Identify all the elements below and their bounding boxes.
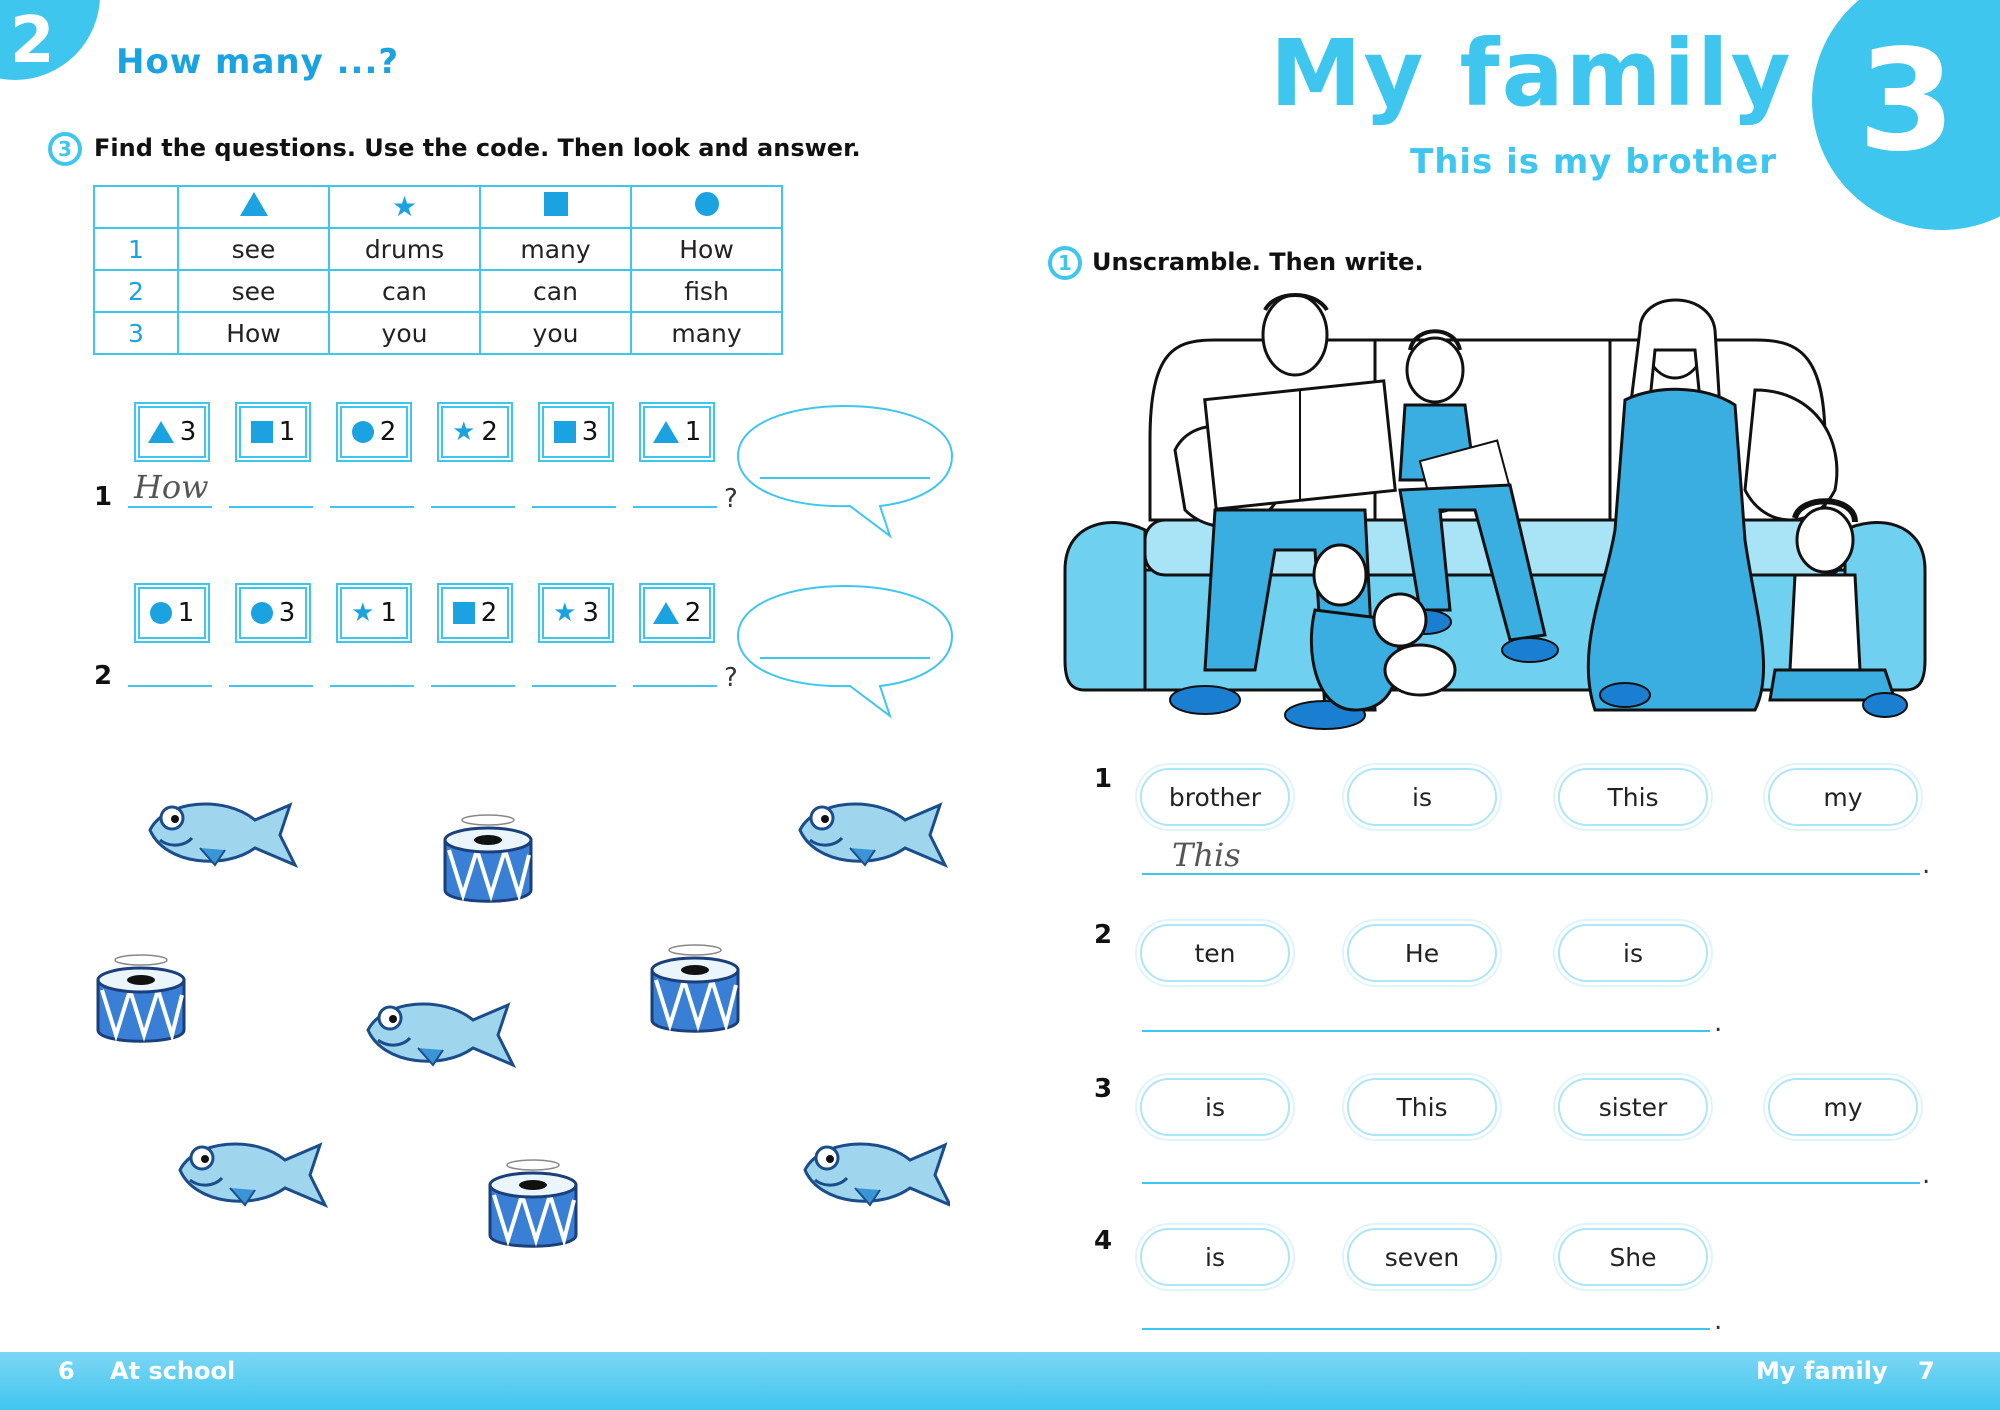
- code-box: [542, 587, 610, 639]
- table-cell: you: [329, 312, 480, 354]
- star-icon: ★: [553, 598, 577, 628]
- speech-bubble: [730, 578, 960, 723]
- full-stop: .: [1714, 1306, 1723, 1336]
- lesson-title: This is my brother: [1410, 142, 1778, 182]
- word-cloud: is: [1347, 768, 1497, 826]
- answer-line[interactable]: [1142, 1328, 1710, 1330]
- answer-blank[interactable]: [532, 506, 616, 508]
- word-cloud: She: [1558, 1228, 1708, 1286]
- answer-blank[interactable]: [431, 685, 515, 687]
- drum-icon: [98, 955, 184, 1041]
- code-box: [441, 587, 509, 639]
- row-number: 3: [94, 312, 178, 354]
- table-header-cell: [631, 186, 782, 228]
- word-cloud: This: [1347, 1078, 1497, 1136]
- circle-icon: [695, 192, 719, 216]
- table-cell: can: [480, 270, 631, 312]
- unit-number: 3: [1858, 20, 1956, 183]
- answer-blank[interactable]: [633, 506, 717, 508]
- code-number: 3: [278, 598, 296, 628]
- full-stop: .: [1922, 850, 1931, 880]
- fish-icon: [150, 804, 295, 865]
- square-icon: [544, 192, 568, 216]
- word-cloud: is: [1140, 1228, 1290, 1286]
- square-icon: [453, 602, 475, 624]
- code-number: 3: [581, 417, 599, 447]
- word-cloud: my: [1768, 768, 1918, 826]
- item-number: 1: [1094, 764, 1113, 794]
- table-cell: can: [329, 270, 480, 312]
- word-cloud: ten: [1140, 924, 1290, 982]
- answer-blank[interactable]: [330, 506, 414, 508]
- code-box: [239, 406, 307, 458]
- code-number: 3: [179, 417, 197, 447]
- fish-icon: [180, 1144, 325, 1205]
- word-cloud: He: [1347, 924, 1497, 982]
- question-number: 2: [94, 661, 113, 691]
- footer-section-right: My family: [1756, 1357, 1888, 1385]
- triangle-icon: [653, 421, 679, 443]
- table-row: [94, 270, 782, 312]
- answer-line[interactable]: [1142, 1182, 1920, 1184]
- code-number: 1: [684, 417, 702, 447]
- star-icon: ★: [391, 189, 418, 223]
- table-row: [94, 312, 782, 354]
- star-icon: ★: [452, 417, 476, 447]
- table-cell: many: [480, 228, 631, 270]
- unit-number: 2: [10, 4, 55, 78]
- triangle-icon: [240, 192, 268, 216]
- example-answer: How: [134, 468, 209, 506]
- table-cell: many: [631, 312, 782, 354]
- answer-line[interactable]: [1142, 873, 1920, 875]
- question-mark: ?: [724, 663, 738, 693]
- circle-icon: [352, 421, 374, 443]
- square-icon: [251, 421, 273, 443]
- fish-icon: [805, 1144, 950, 1205]
- code-box: [643, 406, 711, 458]
- code-box: [441, 406, 509, 458]
- code-number: 1: [177, 598, 195, 628]
- code-number: 3: [582, 598, 599, 628]
- code-number: 2: [379, 417, 397, 447]
- exercise-number-badge: 1: [1048, 246, 1082, 280]
- code-number: 1: [278, 417, 296, 447]
- star-icon: ★: [351, 598, 375, 628]
- footer-section-left: At school: [110, 1357, 236, 1385]
- drum-icon: [652, 945, 738, 1031]
- square-icon: [554, 421, 576, 443]
- table-header-cell: [480, 186, 631, 228]
- page-number-left: 6: [58, 1357, 75, 1385]
- code-table: [93, 185, 783, 355]
- answer-blank[interactable]: [128, 685, 212, 687]
- word-cloud: is: [1140, 1078, 1290, 1136]
- full-stop: .: [1922, 1160, 1931, 1190]
- table-header-row: [94, 186, 782, 228]
- speech-bubble: [730, 398, 960, 543]
- page-number-right: 7: [1918, 1357, 1935, 1385]
- question-mark: ?: [724, 484, 738, 514]
- fish-icon: [368, 1004, 513, 1065]
- family-on-sofa-illustration: [1055, 290, 1935, 740]
- table-row: [94, 228, 782, 270]
- answer-blank[interactable]: [532, 685, 616, 687]
- code-box: [340, 406, 408, 458]
- fish-and-drums-illustration: [90, 760, 950, 1260]
- word-cloud: brother: [1140, 768, 1290, 826]
- code-box: [340, 587, 408, 639]
- fish-icon: [800, 804, 945, 865]
- word-cloud: is: [1558, 924, 1708, 982]
- row-number: 2: [94, 270, 178, 312]
- exercise-instruction: Unscramble. Then write.: [1092, 248, 1424, 276]
- table-cell: fish: [631, 270, 782, 312]
- exercise-instruction: Find the questions. Use the code. Then look and answer.: [94, 134, 861, 162]
- word-cloud: sister: [1558, 1078, 1708, 1136]
- answer-blank[interactable]: [431, 506, 515, 508]
- item-number: 2: [1094, 920, 1113, 950]
- answer-line[interactable]: [1142, 1030, 1710, 1032]
- code-box: [542, 406, 610, 458]
- lesson-title: How many ...?: [116, 42, 400, 82]
- word-cloud: seven: [1347, 1228, 1497, 1286]
- drum-icon: [445, 815, 531, 901]
- code-number: 2: [684, 598, 702, 628]
- word-cloud: This: [1558, 768, 1708, 826]
- code-box: [643, 587, 711, 639]
- example-answer: This: [1172, 836, 1241, 874]
- code-number: 2: [480, 598, 498, 628]
- unit-title: My family: [1270, 20, 1793, 127]
- answer-blank[interactable]: [229, 685, 313, 687]
- code-number: 1: [380, 598, 397, 628]
- answer-blank[interactable]: [128, 506, 212, 508]
- triangle-icon: [148, 421, 174, 443]
- footer-bar: [0, 1352, 2000, 1410]
- answer-blank[interactable]: [633, 685, 717, 687]
- circle-icon: [251, 602, 273, 624]
- table-cell: drums: [329, 228, 480, 270]
- table-cell: How: [178, 312, 329, 354]
- triangle-icon: [653, 602, 679, 624]
- table-cell: you: [480, 312, 631, 354]
- answer-blank[interactable]: [330, 685, 414, 687]
- table-header-cell: [178, 186, 329, 228]
- table-header-cell: [329, 186, 480, 228]
- table-cell: see: [178, 270, 329, 312]
- drum-icon: [490, 1160, 576, 1246]
- word-cloud: my: [1768, 1078, 1918, 1136]
- row-number: 1: [94, 228, 178, 270]
- circle-icon: [150, 602, 172, 624]
- full-stop: .: [1714, 1008, 1723, 1038]
- code-box: [239, 587, 307, 639]
- table-cell: see: [178, 228, 329, 270]
- code-box: [138, 406, 206, 458]
- exercise-number-badge: 3: [48, 132, 82, 166]
- item-number: 4: [1094, 1226, 1113, 1256]
- table-cell: How: [631, 228, 782, 270]
- answer-blank[interactable]: [229, 506, 313, 508]
- code-number: 2: [481, 417, 498, 447]
- item-number: 3: [1094, 1074, 1113, 1104]
- table-header-corner: [94, 186, 178, 228]
- question-number: 1: [94, 482, 113, 512]
- code-box: [138, 587, 206, 639]
